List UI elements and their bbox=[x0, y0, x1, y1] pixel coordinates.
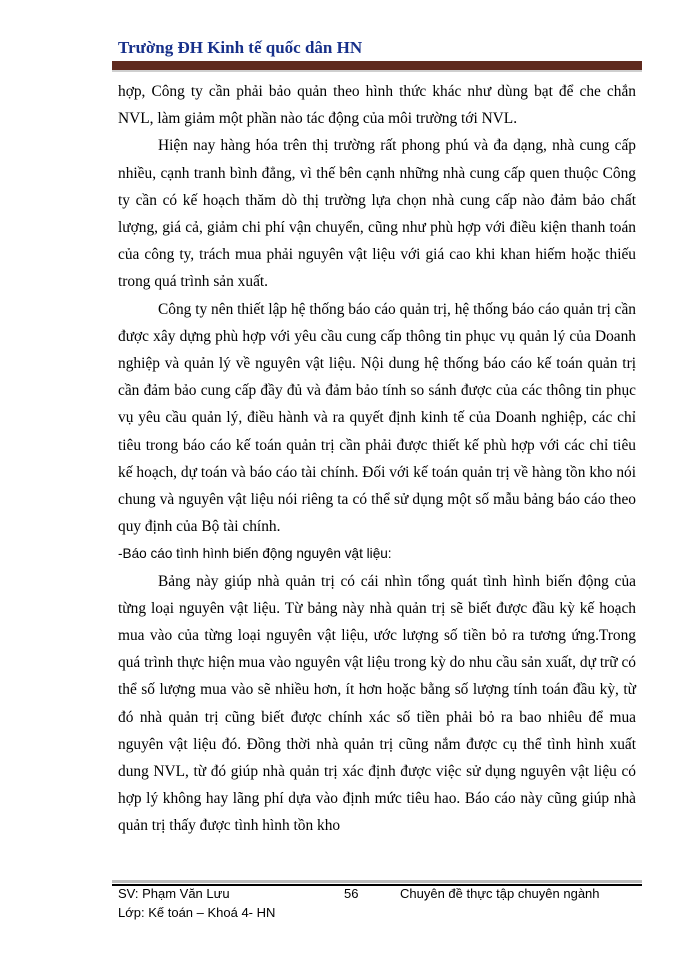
footer-topic: Chuyên đề thực tập chuyên ngành bbox=[400, 886, 600, 901]
list-item-material-report: -Báo cáo tình hình biến động nguyên vật liệu: bbox=[118, 546, 392, 562]
footer-student-name: SV: Phạm Văn Lưu bbox=[118, 886, 230, 901]
paragraph-report-description: Bảng này giúp nhà quản trị có cái nhìn tổng quát tình hình biến động của từng loại nguyên vật liệu. Từ bảng này nhà quản trị sẽ biết được đầu kỳ kế hoạch mua vào của từng loại nguyên vật liệu, ước lượng số tiền bỏ ra tương ứng.Trong quá trình thực hiện mua vào nguyên vật liệu trong kỳ do nhu cầu sản xuất, dự trữ có thể số lượng mua vào sẽ nhiều hơn, ít hơn hoặc bằng số lượng tính toán đầu kỳ, từ đó nhà quản trị cũng biết được chính xác số tiền phải bỏ ra bao nhiêu để mua nguyên vật liệu đó. Đồng thời nhà quản trị cũng nắm được cụ thể tình hình xuất dung NVL, từ đó giúp nhà quản trị xác định được việc sử dụng nguyên vật liệu có hợp lý không hay lãng phí dựa vào định mức tiêu hao. Báo cáo này cũng giúp nhà quản trị thấy được tình hình tồn kho bbox=[118, 572, 636, 835]
header-divider bbox=[112, 61, 642, 70]
footer-divider-shadow bbox=[112, 880, 642, 883]
paragraph-continuation: hợp, Công ty cần phải bảo quản theo hình thức khác như dùng bạt để che chắn NVL, làm giảm một phần nào tác động của môi trường tới NVL. bbox=[118, 83, 636, 128]
page-header-title: Trường ĐH Kinh tế quốc dân HN bbox=[118, 38, 363, 57]
header-divider-shadow bbox=[112, 70, 642, 72]
footer-class: Lớp: Kế toán – Khoá 4- HN bbox=[118, 905, 276, 920]
footer-page-number: 56 bbox=[344, 886, 359, 901]
page-footer bbox=[118, 886, 648, 924]
paragraph-suppliers: Hiện nay hàng hóa trên thị trường rất phong phú và đa dạng, nhà cung cấp nhiều, cạnh tranh bình đẳng, vì thế bên cạnh những nhà cung cấp quen thuộc Công ty cần có kế hoạch thăm dò thị trường lựa chọn nhà cung cấp nào đảm bảo chất lượng, giá cả, giảm chi phí vận chuyển, cũng như phù hợp với điều kiện thanh toán của công ty, trách mua phải nguyên vật liệu với giá cao khi khan hiếm hoặc thiếu trong quá trình sản xuất. bbox=[118, 137, 636, 291]
document-body bbox=[118, 78, 636, 840]
paragraph-reporting-system: Công ty nên thiết lập hệ thống báo cáo quản trị, hệ thống báo cáo quản trị cần được xây dựng phù hợp với yêu cầu cung cấp thông tin phục vụ quản lý của Doanh nghiệp và quản lý về nguyên vật liệu. Nội dung hệ thống báo cáo kế toán quản trị cần đảm bảo cung cấp đầy đủ và đảm bảo tính so sánh được của các thông tin phục vụ yêu cầu quản lý, điều hành và ra quyết định kinh tế của Doanh nghiệp, các chỉ tiêu trong báo cáo kế toán quản trị cần phải được thiết kế phù hợp với các chỉ tiêu kế hoạch, dự toán và báo cáo tài chính. Đối với kế toán quản trị về hàng tồn kho nói chung và nguyên vật liệu nói riêng ta có thể sử dụng một số mẫu bảng báo cáo theo quy định của Bộ tài chính. bbox=[118, 300, 636, 536]
